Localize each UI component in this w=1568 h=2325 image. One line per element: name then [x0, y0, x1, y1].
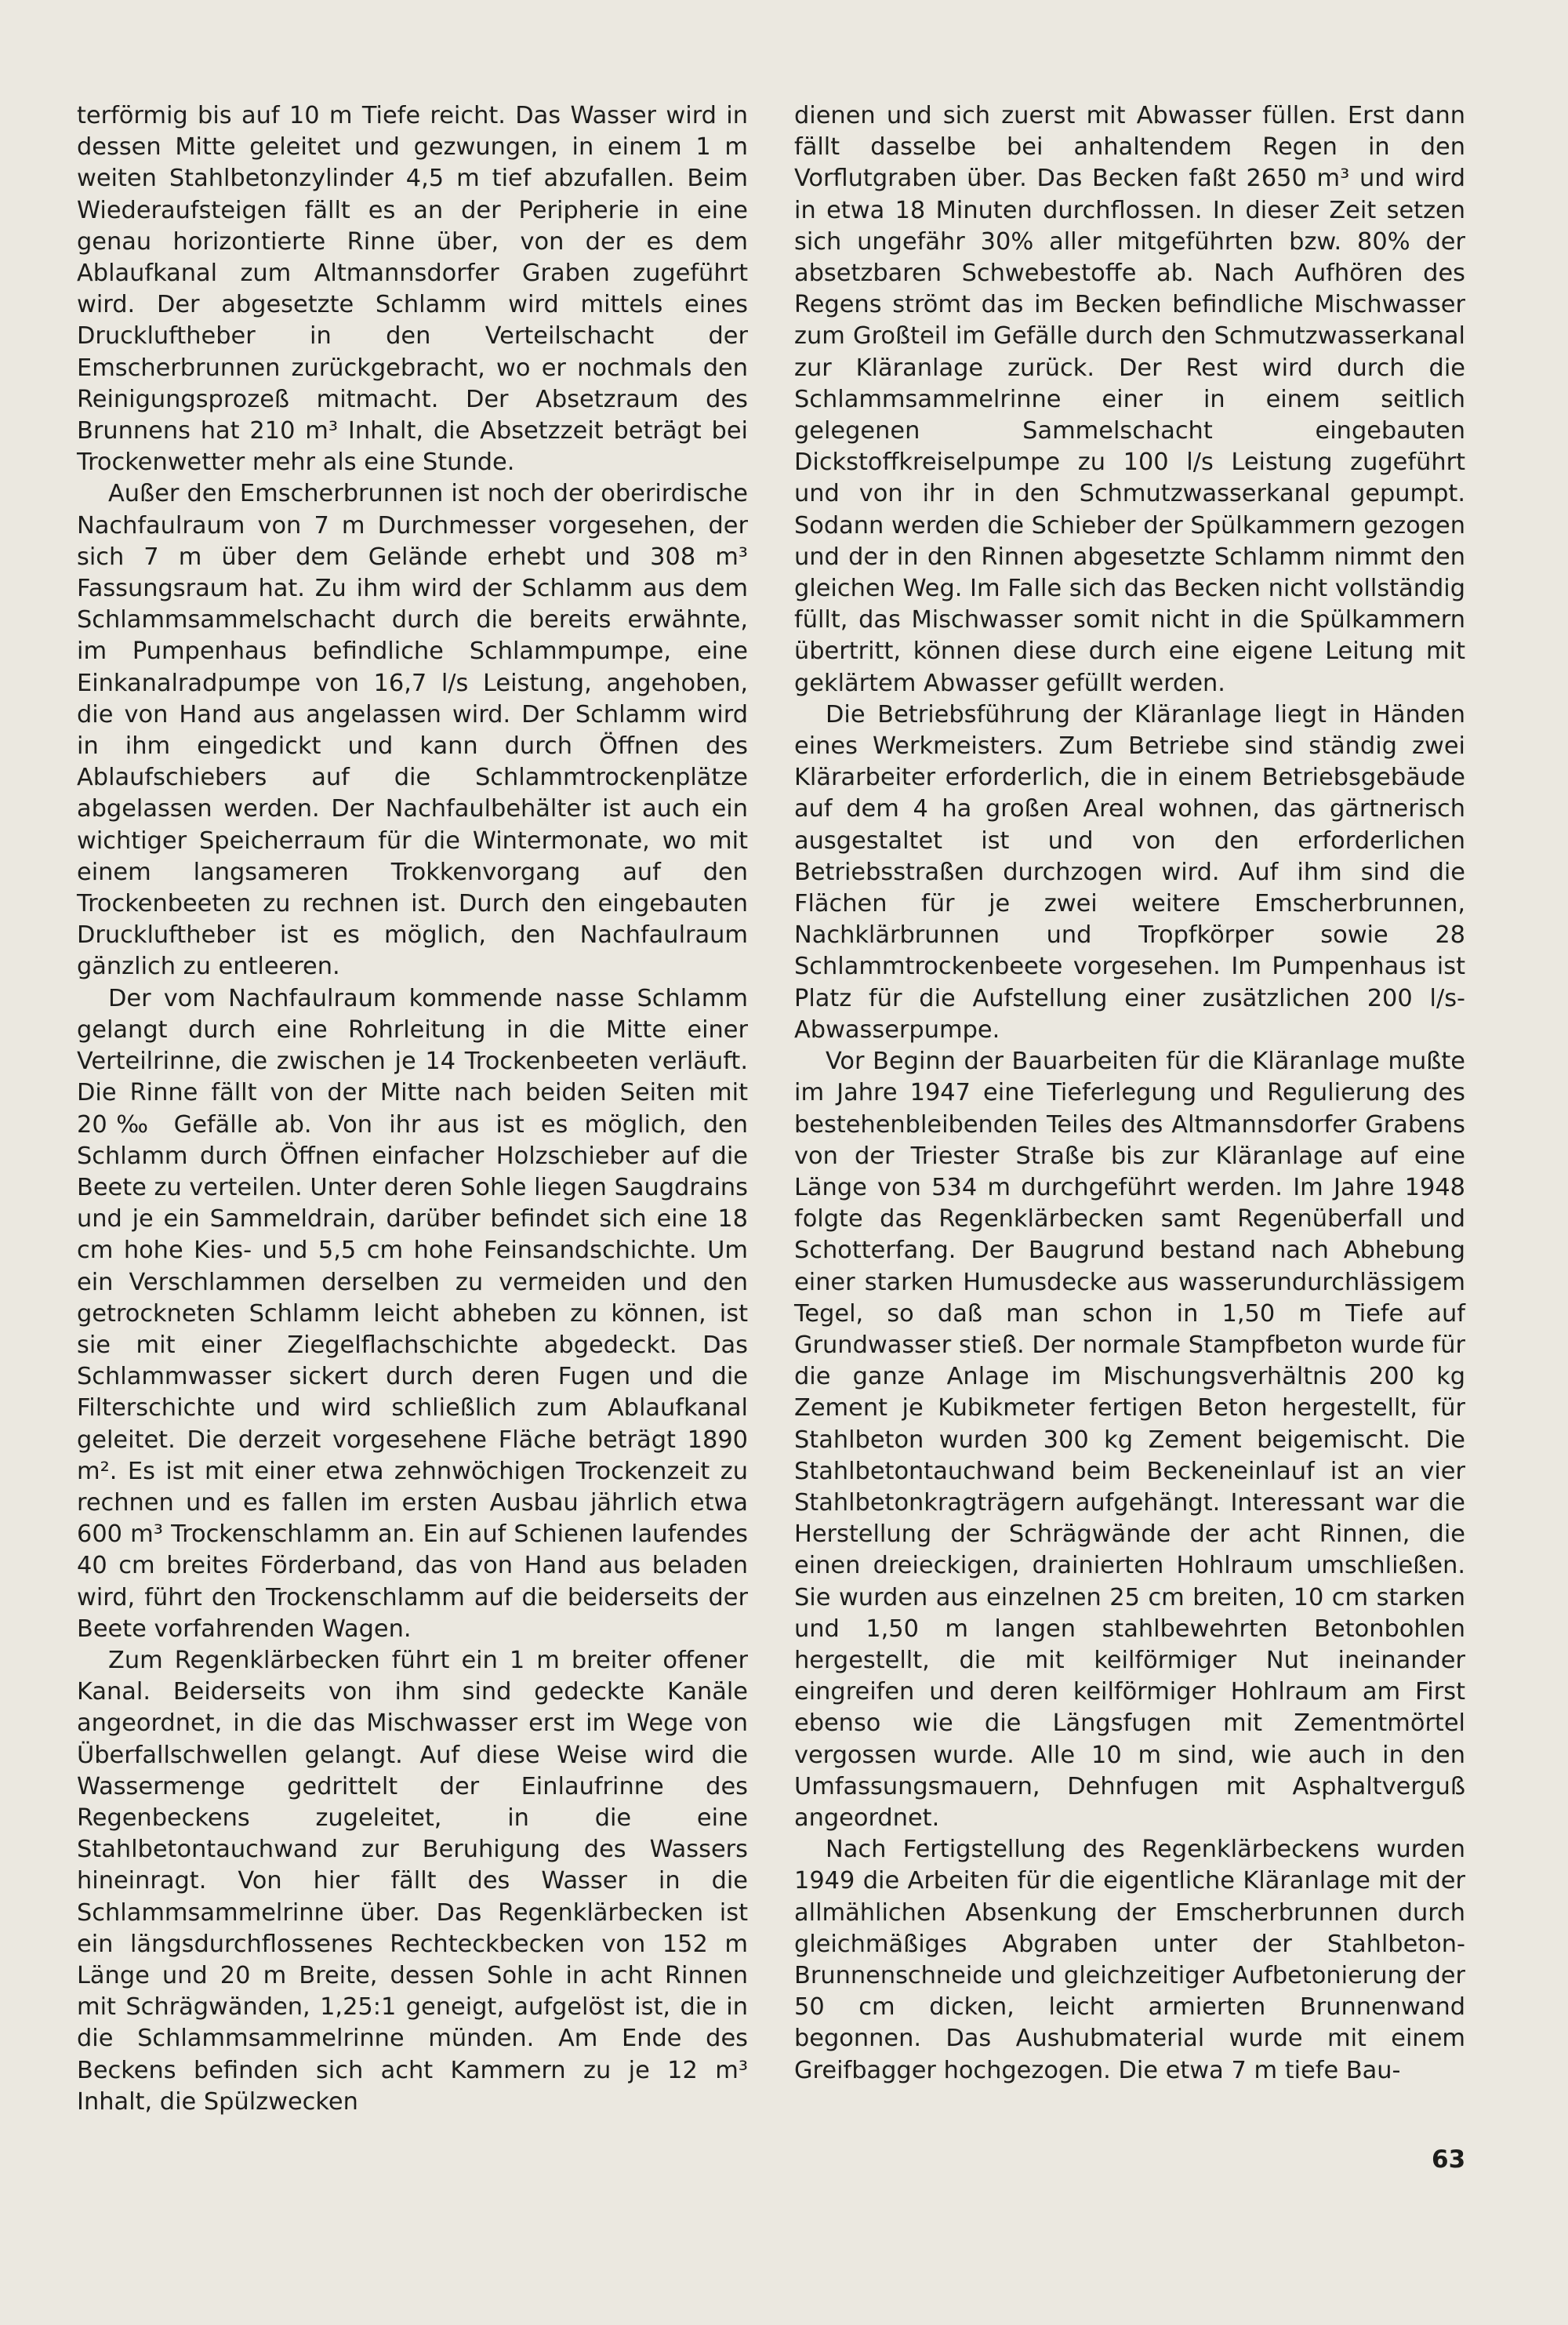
paragraph: Die Betriebsführung der Kläranlage liegt in Händen eines Werkmeisters. Zum Betriebe sind ständig zwei Klärarbeiter erforderlich, die in einem Betriebsgebäude auf dem 4 ha großen Areal wohnen, das gärtnerisch ausgestaltet ist und von den erforderlichen Betriebsstraßen durchzogen wird. Auf ihm sind die Flächen für je zwei weitere Emscherbrunnen, Nachklärbrunnen und Tropfkörper sowie 28 Schlammtrockenbeete vorgesehen. Im Pumpenhaus ist Platz für die Aufstellung einer zusätzlichen 200 l/s-Abwasserpumpe.	[794, 700, 1465, 1044]
paragraph: Nach Fertigstellung des Regenklärbeckens wurden 1949 die Arbeiten für die eigentliche Kläranlage mit der allmählichen Absenkung der Emscherbrunnen durch gleichmäßiges Abgraben unter der Stahlbeton-Brunnenschneide und gleichzeitiger Aufbetonierung der 50 cm dicken, leicht armierten Brunnenwand begonnen. Das Aushubmaterial wurde mit einem Greifbagger hochgezogen. Die etwa 7 m tiefe Bau-	[794, 1836, 1465, 2084]
page-number: 63	[1432, 2145, 1466, 2174]
left-column	[77, 100, 748, 2118]
paragraph: Vor Beginn der Bauarbeiten für die Kläranlage mußte im Jahre 1947 eine Tieferlegung und Regulierung des bestehenbleibenden Teiles des Altmannsdorfer Grabens von der Triester Straße bis zur Kläranlage auf eine Länge von 534 m durchgeführt werden. Im Jahre 1948 folgte das Regenklärbecken samt Regenüberfall und Schotterfang. Der Baugrund bestand nach Abhebung einer starken Humusdecke aus wasserundurchlässigem Tegel, so daß man schon in 1,50 m Tiefe auf Grundwasser stieß. Der normale Stampfbeton wurde für die ganze Anlage im Mischungsverhältnis 200 kg Zement je Kubikmeter fertigen Beton hergestellt, für Stahlbeton wurden 300 kg Zement beigemischt. Die Stahlbetontauchwand beim Beckeneinlauf ist an vier Stahlbetonkragträgern aufgehängt. Interessant war die Herstellung der Schrägwände der acht Rinnen, die einen dreieckigen, drainierten Hohlraum umschließen. Sie wurden aus einzelnen 25 cm breiten, 10 cm starken und 1,50 m langen stahlbewehrten Betonbohlen hergestellt, die mit keilförmiger Nut ineinander eingreifen und deren keilförmiger Hohlraum am First ebenso wie die Längsfugen mit Zementmörtel vergossen wurde. Alle 10 m sind, wie auch in den Umfassungsmauern, Dehnfugen mit Asphaltverguß angeordnet.	[794, 1048, 1465, 1832]
paragraph: terförmig bis auf 10 m Tiefe reicht. Das Wasser wird in dessen Mitte geleitet und gezwungen, in einem 1 m weiten Stahlbetonzylinder 4,5 m tief abzufallen. Beim Wiederaufsteigen fällt es an der Peripherie in eine genau horizontierte Rinne über, von der es dem Ablaufkanal zum Altmannsdorfer Graben zugeführt wird. Der abgesetzte Schlamm wird mittels eines Druckluftheber in den Verteilschacht der Emscherbrunnen zurückgebracht, wo er nochmals den Reinigungsprozeß mitmacht. Der Absetzraum des Brunnens hat 210 m³ Inhalt, die Absetzzeit beträgt bei Trockenwetter mehr als eine Stunde.	[77, 102, 748, 477]
paragraph: Zum Regenklärbecken führt ein 1 m breiter offener Kanal. Beiderseits von ihm sind gedeckte Kanäle angeordnet, in die das Mischwasser erst im Wege von Überfallschwellen gelangt. Auf diese Weise wird die Wassermenge gedrittelt der Einlaufrinne des Regenbeckens zugeleitet, in die eine Stahlbetontauchwand zur Beruhigung des Wassers hineinragt. Von hier fällt des Wasser in die Schlammsammelrinne über. Das Regenklärbecken ist ein längsdurchflossenes Rechteckbecken von 152 m Länge und 20 m Breite, dessen Sohle in acht Rinnen mit Schrägwänden, 1,25:1 geneigt, aufgelöst ist, die in die Schlammsammelrinne münden. Am Ende des Beckens befinden sich acht Kammern zu je 12 m³ Inhalt, die Spülzwecken	[77, 1646, 748, 2116]
paragraph: Außer den Emscherbrunnen ist noch der oberirdische Nachfaulraum von 7 m Durchmesser vorgesehen, der sich 7 m über dem Gelände erhebt und 308 m³ Fassungsraum hat. Zu ihm wird der Schlamm aus dem Schlammsammelschacht durch die bereits erwähnte, im Pumpenhaus befindliche Schlammpumpe, eine Einkanalradpumpe von 16,7 l/s Leistung, angehoben, die von Hand aus angelassen wird. Der Schlamm wird in ihm eingedickt und kann durch Öffnen des Ablaufschiebers auf die Schlammtrockenplätze abgelassen werden. Der Nachfaulbehälter ist auch ein wichtiger Speicherraum für die Wintermonate, wo mit einem langsameren Trokkenvorgang auf den Trockenbeeten zu rechnen ist. Durch den eingebauten Druckluftheber ist es möglich, den Nachfaulraum gänzlich zu entleeren.	[77, 480, 748, 981]
paragraph: Der vom Nachfaulraum kommende nasse Schlamm gelangt durch eine Rohrleitung in die Mitte einer Verteilrinne, die zwischen je 14 Trockenbeeten verläuft. Die Rinne fällt von der Mitte nach beiden Seiten mit 20‰ Gefälle ab. Von ihr aus ist es möglich, den Schlamm durch Öffnen einfacher Holzschieber auf die Beete zu verteilen. Unter deren Sohle liegen Saugdrains und je ein Sammeldrain, darüber befindet sich eine 18 cm hohe Kies- und 5,5 cm hohe Feinsandschichte. Um ein Verschlammen derselben zu vermeiden und den getrockneten Schlamm leicht abheben zu können, ist sie mit einer Ziegelflachschichte abgedeckt. Das Schlammwasser sickert durch deren Fugen und die Filterschichte und wird schließlich zum Ablaufkanal geleitet. Die derzeit vorgesehene Fläche beträgt 1890 m². Es ist mit einer etwa zehnwöchigen Trockenzeit zu rechnen und es fallen im ersten Ausbau jährlich etwa 600 m³ Trockenschlamm an. Ein auf Schienen laufendes 40 cm breites Förderband, das von Hand aus beladen wird, führt den Trockenschlamm auf die beiderseits der Beete vorfahrenden Wagen.	[77, 984, 748, 1643]
paragraph: dienen und sich zuerst mit Abwasser füllen. Erst dann fällt dasselbe bei anhaltendem Regen in den Vorflutgraben über. Das Becken faßt 2650 m³ und wird in etwa 18 Minuten durchflossen. In dieser Zeit setzen sich ungefähr 30% aller mitgeführten bzw. 80% der absetzbaren Schwebestoffe ab. Nach Aufhören des Regens strömt das im Becken befindliche Mischwasser zum Großteil im Gefälle durch den Schmutzwasserkanal zur Kläranlage zurück. Der Rest wird durch die Schlammsammelrinne einer in einem seitlich gelegenen Sammelschacht eingebauten Dickstoffkreiselpumpe zu 100 l/s Leistung zugeführt und von ihr in den Schmutzwasserkanal gepumpt. Sodann werden die Schieber der Spülkammern gezogen und der in den Rinnen abgesetzte Schlamm nimmt den gleichen Weg. Im Falle sich das Becken nicht vollständig füllt, das Mischwasser somit nicht in die Spülkammern übertritt, können diese durch eine eigene Leitung mit geklärtem Abwasser gefüllt werden.	[794, 102, 1465, 697]
right-column	[794, 100, 1465, 2087]
